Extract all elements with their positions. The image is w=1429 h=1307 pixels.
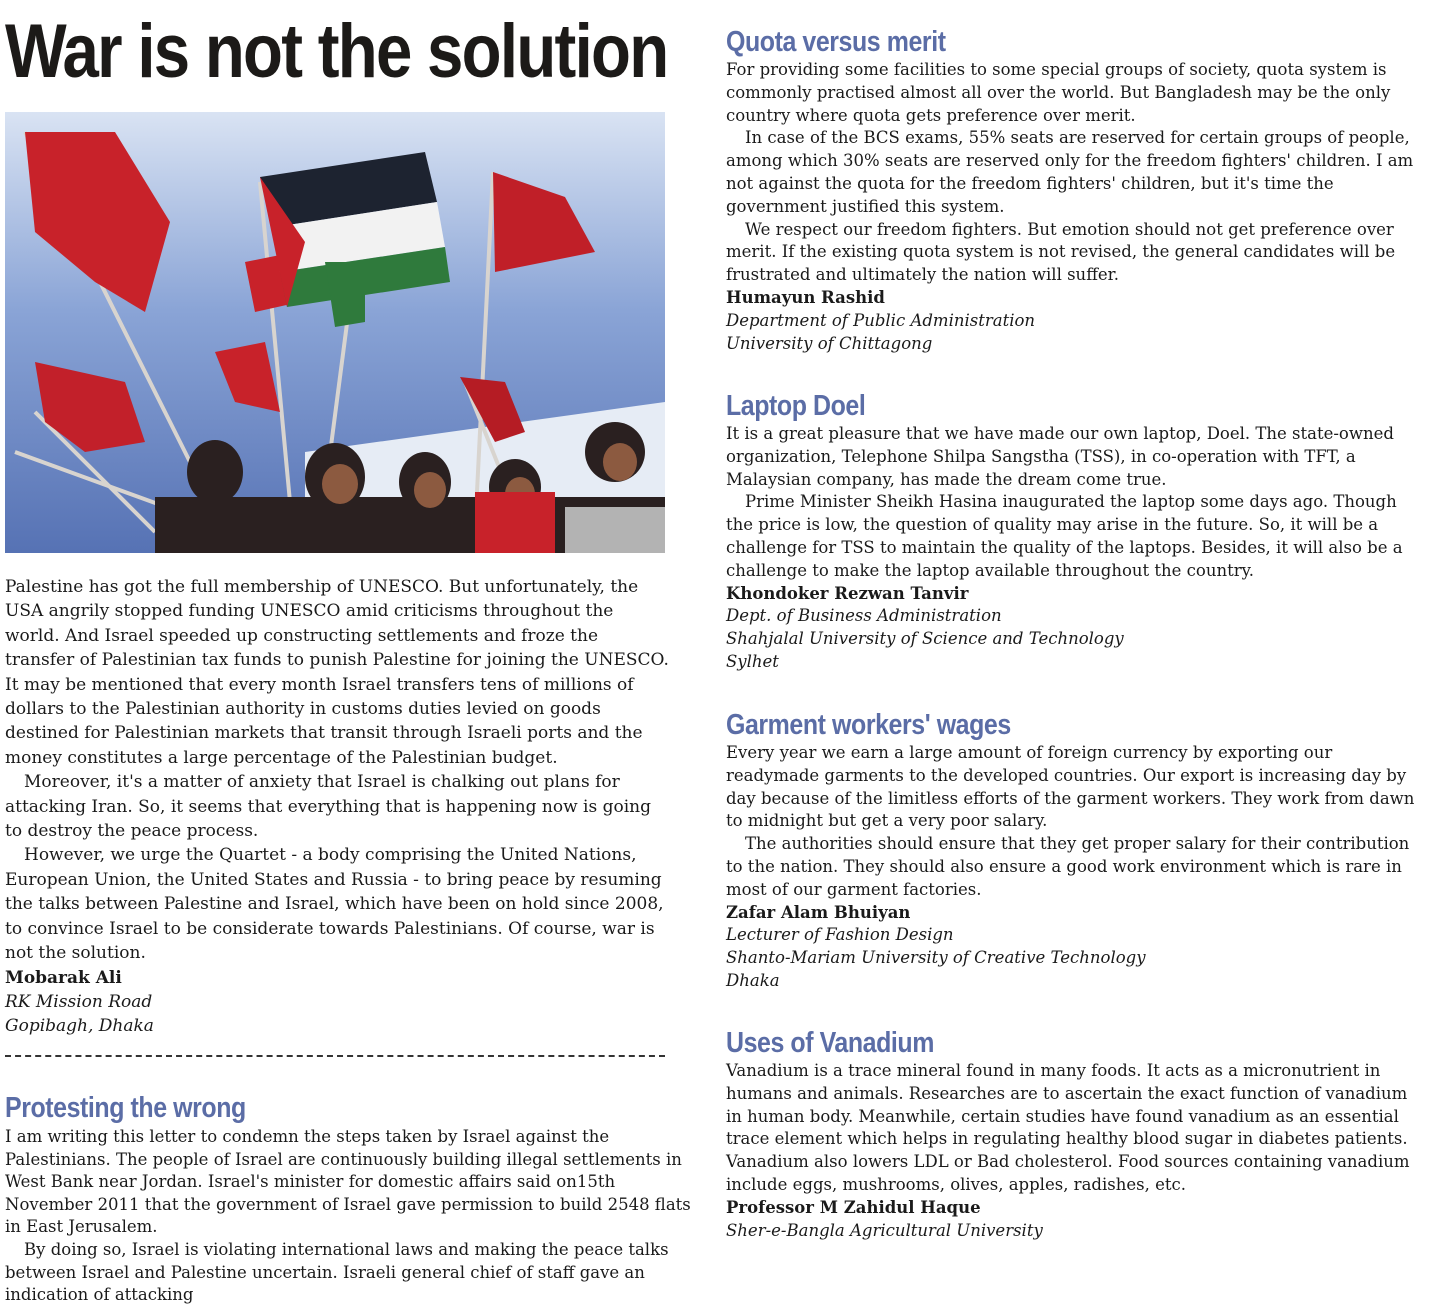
letter-paragraph: Vanadium is a trace mineral found in many foods. It acts as a micronutrient in humans and animals. Researches are to ascertain the exact function of vanadium in human body. Meanwhile, certain studies have found vanadium as an essential trace element which helps in regulating healthy blood sugar in diabetes patients. Vanadium also lowers LDL or Bad cholesterol. Food sources containing vanadium include eggs, mushrooms, olives, apples, radishes, etc. xyxy=(726,1061,1410,1194)
letter-paragraph: Prime Minister Sheikh Hasina inaugurated the laptop some days ago. Though the price is low, the question of quality may arise in the future. So, it will be a challenge for TSS to maintain the quality of the laptops. Besides, it will also be a challenge to make the laptop available throughout the country. xyxy=(726,492,1403,580)
author-address: Sher-e-Bangla Agricultural University xyxy=(726,1220,1043,1240)
protest-flags-image xyxy=(5,112,665,553)
letter-garment xyxy=(726,708,1426,993)
author-address: RK Mission Road xyxy=(5,991,153,1012)
author-address: University of Chittagong xyxy=(726,333,933,353)
letter-paragraph: By doing so, Israel is violating international laws and making the peace talks between Israel and Palestine uncertain. Israeli general chief of staff gave an indication of attacking xyxy=(5,1239,669,1305)
letter-title: Laptop Doel xyxy=(726,390,866,422)
letter-paragraph: Every year we earn a large amount of foreign currency by exporting our readymade garments to the developed countries. Our export is increasing day by day because of the limitless efforts of the garment workers. They work from dawn to midnight but get a very poor salary. xyxy=(726,743,1415,831)
letter-title: Quota versus merit xyxy=(726,26,946,58)
letter-protest xyxy=(5,1091,695,1307)
news-photo xyxy=(5,112,665,553)
author-address: Lecturer of Fashion Design xyxy=(726,925,954,945)
author-name: Khondoker Rezwan Tanvir xyxy=(726,583,969,603)
letter-paragraph: It is a great pleasure that we have made our own laptop, Doel. The state-owned organization, Telephone Shilpa Sangstha (TSS), in co-operation with TFT, a Malaysian company, has made the dream come true. xyxy=(726,424,1394,489)
letter-paragraph: We respect our freedom fighters. But emotion should not get preference over merit. If the existing quota system is not revised, the general candidates will be frustrated and ultimately the nation will suffer. xyxy=(726,219,1396,285)
author-address: Sylhet xyxy=(726,651,779,671)
letter-laptop xyxy=(726,389,1426,674)
author-name: Humayun Rashid xyxy=(726,287,885,307)
dashed-divider xyxy=(5,1055,665,1057)
author-name: Professor M Zahidul Haque xyxy=(726,1197,981,1217)
letter-paragraph: The authorities should ensure that they get proper salary for their contribution to the nation. They should also ensure a good work environment which is rare in most of our garment factories. xyxy=(726,834,1410,899)
author-address: Shahjalal University of Science and Technology xyxy=(726,629,1124,649)
letter-title: Uses of Vanadium xyxy=(726,1027,934,1059)
letter-paragraph: I am writing this letter to condemn the steps taken by Israel against the Palestinians. The people of Israel are continuously building illegal settlements in West Bank near Jordan. Israel's minister for domestic affairs said on15th November 2011 that the government of Israel gave permission to build 2548 flats in East Jerusalem. xyxy=(5,1127,691,1237)
author-address: Gopibagh, Dhaka xyxy=(5,1016,154,1037)
author-address: Dhaka xyxy=(726,970,780,990)
letter-paragraph: In case of the BCS exams, 55% seats are reserved for certain groups of people, among which 30% seats are reserved only for the freedom fighters' children. I am not against the quota for the freedom fighters' children, but it's time the government justified this system. xyxy=(726,128,1414,216)
letter-quota xyxy=(726,25,1426,355)
author-name: Zafar Alam Bhuiyan xyxy=(726,902,911,922)
author-address: Dept. of Business Administration xyxy=(726,606,1002,626)
headline: War is not the solution xyxy=(5,9,668,94)
letter-vanadium xyxy=(726,1026,1426,1242)
main-letter-paragraph: Moreover, it's a matter of anxiety that Israel is chalking out plans for attacking Iran. So, it seems that everything that is happening now is going to destroy the peace process. xyxy=(5,772,652,842)
main-letter-paragraph: However, we urge the Quartet - a body comprising the United Nations, European Union, the United States and Russia - to bring peace by resuming the talks between Palestine and Israel, which have been on hold since 2008, to convince Israel to be considerate towards Palestinians. Of course, war is not the solution. xyxy=(5,845,664,964)
main-letter xyxy=(5,575,670,1039)
author-address: Shanto-Mariam University of Creative Technology xyxy=(726,948,1146,968)
main-letter-paragraph: Palestine has got the full membership of UNESCO. But unfortunately, the USA angrily stopped funding UNESCO amid criticisms throughout the world. And Israel speeded up constructing settlements and froze the transfer of Palestinian tax funds to punish Palestine for joining the UNESCO. It may be mentioned that every month Israel transfers tens of millions of dollars to the Palestinian authority in customs duties levied on goods destined for Palestinian markets that transit through Israeli ports and the money constitutes a large percentage of the Palestinian budget. xyxy=(5,577,669,768)
letter-paragraph: For providing some facilities to some special groups of society, quota system is commonly practised almost all over the world. But Bangladesh may be the only country where quota gets preference over merit. xyxy=(726,60,1391,125)
letter-title: Protesting the wrong xyxy=(5,1092,246,1124)
author-address: Department of Public Administration xyxy=(726,310,1036,330)
letter-title: Garment workers' wages xyxy=(726,709,1011,741)
author-name: Mobarak Ali xyxy=(5,967,122,988)
